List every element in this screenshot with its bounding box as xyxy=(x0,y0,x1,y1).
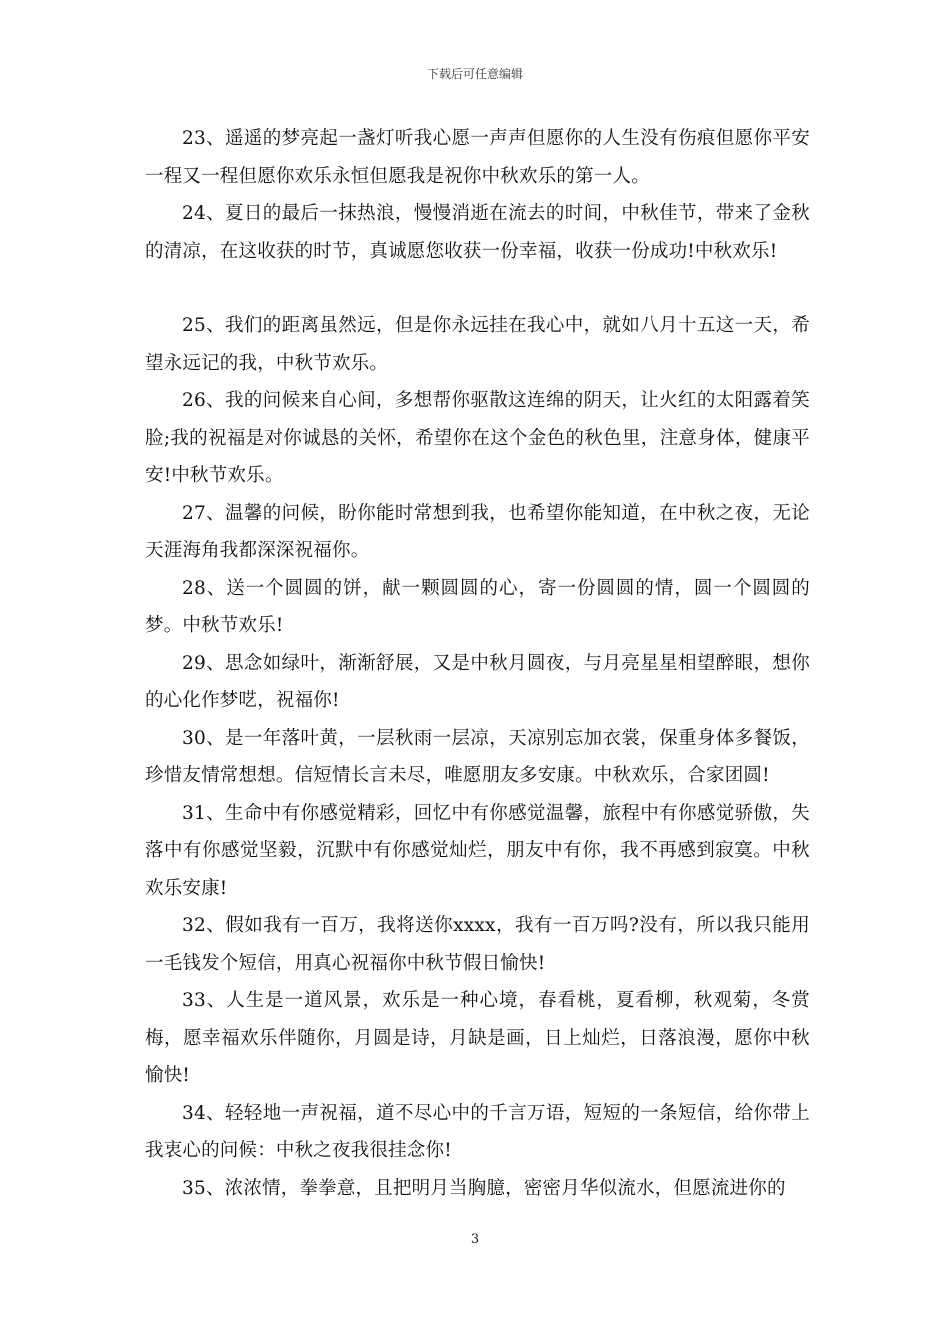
paragraph-35: 35、浓浓情，拳拳意，且把明月当胸臆，密密月华似流水，但愿流进你的 xyxy=(182,1177,786,1199)
page-number: 3 xyxy=(470,1232,480,1247)
paragraph-23: 23、遥遥的梦亮起一盏灯听我心愿一声声但愿你的人生没有伤痕但愿你平安一程又一程但愿你欢乐永恒但愿我是祝你中秋欢乐的第一人。 xyxy=(145,128,810,187)
paragraph-31: 31、生命中有你感觉精彩，回忆中有你感觉温馨，旅程中有你感觉骄傲，失落中有你感觉坚毅，沉默中有你感觉灿烂，朋友中有你，我不再感到寂寞。中秋欢乐安康! xyxy=(145,802,810,899)
paragraph-24: 24、夏日的最后一抹热浪，慢慢消逝在流去的时间，中秋佳节，带来了金秋的清凉，在这收获的时节，真诚愿您收获一份幸福，收获一份成功!中秋欢乐! xyxy=(145,203,810,262)
page-header: 下载后可任意编辑 xyxy=(426,67,523,81)
paragraph-spacer xyxy=(145,270,810,307)
paragraph-29: 29、思念如绿叶，渐渐舒展，又是中秋月圆夜，与月亮星星相望醉眼，想你的心化作梦呓，祝福你! xyxy=(145,652,810,711)
paragraph-25: 25、我们的距离虽然远，但是你永远挂在我心中，就如八月十五这一天，希望永远记的我，中秋节欢乐。 xyxy=(145,315,810,374)
paragraph-33: 33、人生是一道风景，欢乐是一种心境，春看桃，夏看柳，秋观菊，冬赏梅，愿幸福欢乐伴随你，月圆是诗，月缺是画，日上灿烂，日落浪漫，愿你中秋愉快! xyxy=(145,990,810,1086)
paragraph-27: 27、温馨的问候，盼你能时常想到我，也希望你能知道，在中秋之夜，无论天涯海角我都深深祝福你。 xyxy=(145,502,810,561)
paragraph-34: 34、轻轻地一声祝福，道不尽心中的千言万语，短短的一条短信，给你带上我衷心的问候：中秋之夜我很挂念你! xyxy=(145,1102,810,1161)
paragraph-30: 30、是一年落叶黄，一层秋雨一层凉，天凉别忘加衣裳，保重身体多餐饭，珍惜友情常想想。信短情长言未尽，唯愿朋友多安康。中秋欢乐，合家团圆! xyxy=(145,727,810,786)
document-body xyxy=(145,120,810,1207)
paragraph-28: 28、送一个圆圆的饼，献一颗圆圆的心，寄一份圆圆的情，圆一个圆圆的梦。中秋节欢乐! xyxy=(145,577,810,636)
paragraph-26: 26、我的问候来自心间，多想帮你驱散这连绵的阴天，让火红的太阳露着笑脸;我的祝福是对你诚恳的关怀，希望你在这个金色的秋色里，注意身体，健康平安!中秋节欢乐。 xyxy=(145,390,810,486)
paragraph-32: 32、假如我有一百万，我将送你xxxx，我有一百万吗?没有，所以我只能用一毛钱发个短信，用真心祝福你中秋节假日愉快! xyxy=(145,915,810,974)
